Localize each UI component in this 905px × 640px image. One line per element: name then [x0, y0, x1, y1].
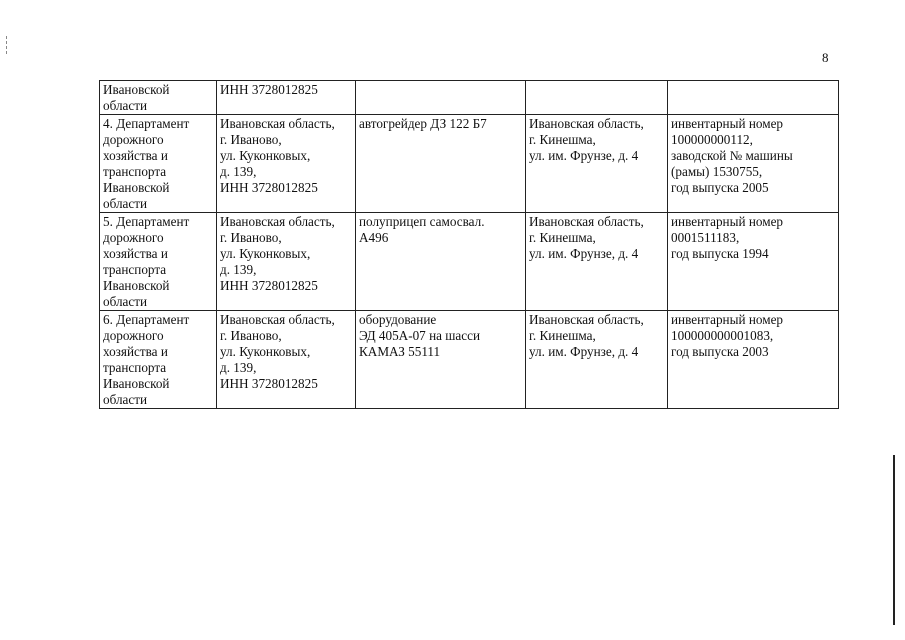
cell-text-line: (рамы) 1530755, [671, 164, 763, 179]
cell-text-line: транспорта [103, 360, 167, 375]
owner-cell [100, 311, 217, 409]
vehicle-table [99, 80, 839, 409]
cell-text-line: транспорта [103, 262, 167, 277]
cell-text-line: области [103, 392, 148, 407]
location-cell [526, 115, 668, 213]
location-cell [526, 311, 668, 409]
cell-text-line: ИНН 3728012825 [220, 278, 318, 293]
owner-cell [100, 115, 217, 213]
cell-text-line: Ивановская область, [529, 116, 644, 131]
cell-text-line: д. 139, [220, 262, 257, 277]
cell-text-line: ул. Куконковых, [220, 246, 311, 261]
cell-text-line: области [103, 196, 148, 211]
cell-text-line: Ивановская область, [220, 312, 335, 327]
location-cell [526, 213, 668, 311]
cell-text-line: Ивановской [103, 376, 170, 391]
cell-text-line: 0001511183, [671, 230, 740, 245]
equipment-cell [356, 311, 526, 409]
cell-text-line: дорожного [103, 132, 164, 147]
cell-text-line: г. Иваново, [220, 132, 282, 147]
cell-text-line: 6. Департамент [103, 312, 190, 327]
identification-cell [668, 81, 839, 115]
cell-text-line: инвентарный номер [671, 116, 784, 131]
cell-text-line: Ивановская область, [220, 116, 335, 131]
cell-text-line: Ивановская область, [529, 312, 644, 327]
cell-text-line: г. Кинешма, [529, 132, 596, 147]
cell-text-line: 4. Департамент [103, 116, 190, 131]
cell-text-line: г. Иваново, [220, 328, 282, 343]
cell-text-line: А496 [359, 230, 389, 245]
cell-text-line: Ивановской [103, 180, 170, 195]
cell-text-line: г. Кинешма, [529, 328, 596, 343]
cell-text-line: транспорта [103, 164, 167, 179]
cell-text-line: заводской № машины [671, 148, 793, 163]
cell-text-line: Ивановской [103, 278, 170, 293]
margin-mark [6, 36, 8, 54]
cell-text-line: 100000000112, [671, 132, 753, 147]
cell-text-line: г. Кинешма, [529, 230, 596, 245]
cell-text-line: д. 139, [220, 164, 257, 179]
cell-text-line: д. 139, [220, 360, 257, 375]
cell-text-line: КАМАЗ 55111 [359, 344, 441, 359]
cell-text-line: ИНН 3728012825 [220, 376, 318, 391]
owner-cell [100, 81, 217, 115]
cell-text-line: Ивановская область, [220, 214, 335, 229]
identification-cell [668, 311, 839, 409]
page-number: 8 [822, 50, 829, 65]
identification-cell [668, 115, 839, 213]
cell-text-line: области [103, 294, 148, 309]
cell-text-line: Ивановской [103, 82, 170, 97]
owner-address-cell [217, 213, 356, 311]
cell-text-line: дорожного [103, 328, 164, 343]
cell-text-line: 100000000001083, [671, 328, 774, 343]
cell-text-line: полуприцеп самосвал. [359, 214, 485, 229]
cell-text-line: хозяйства и [103, 148, 168, 163]
cell-text-line: ЭД 405А-07 на шасси [359, 328, 481, 343]
owner-cell [100, 213, 217, 311]
cell-text-line: год выпуска 2005 [671, 180, 769, 195]
cell-text-line: год выпуска 2003 [671, 344, 769, 359]
cell-text-line: ул. Куконковых, [220, 344, 311, 359]
cell-text-line: автогрейдер ДЗ 122 Б7 [359, 116, 487, 131]
table-row [100, 213, 839, 311]
cell-text-line: дорожного [103, 230, 164, 245]
owner-address-cell [217, 81, 356, 115]
cell-text-line: ИНН 3728012825 [220, 82, 318, 97]
table-row [100, 311, 839, 409]
cell-text-line: ул. им. Фрунзе, д. 4 [529, 148, 639, 163]
cell-text-line: ул. им. Фрунзе, д. 4 [529, 344, 639, 359]
cell-text-line: ИНН 3728012825 [220, 180, 318, 195]
equipment-cell [356, 81, 526, 115]
cell-text-line: инвентарный номер [671, 312, 784, 327]
cell-text-line: хозяйства и [103, 246, 168, 261]
cell-text-line: г. Иваново, [220, 230, 282, 245]
equipment-cell [356, 115, 526, 213]
identification-cell [668, 213, 839, 311]
table-row [100, 115, 839, 213]
cell-text-line: 5. Департамент [103, 214, 190, 229]
cell-text-line: Ивановская область, [529, 214, 644, 229]
cell-text-line: год выпуска 1994 [671, 246, 769, 261]
equipment-cell [356, 213, 526, 311]
location-cell [526, 81, 668, 115]
owner-address-cell [217, 311, 356, 409]
cell-text-line: ул. им. Фрунзе, д. 4 [529, 246, 639, 261]
cell-text-line: оборудование [359, 312, 437, 327]
cell-text-line: ул. Куконковых, [220, 148, 311, 163]
table-row [100, 81, 839, 115]
cell-text-line: хозяйства и [103, 344, 168, 359]
owner-address-cell [217, 115, 356, 213]
scan-edge-line [893, 455, 895, 625]
cell-text-line: области [103, 98, 148, 113]
cell-text-line: инвентарный номер [671, 214, 784, 229]
